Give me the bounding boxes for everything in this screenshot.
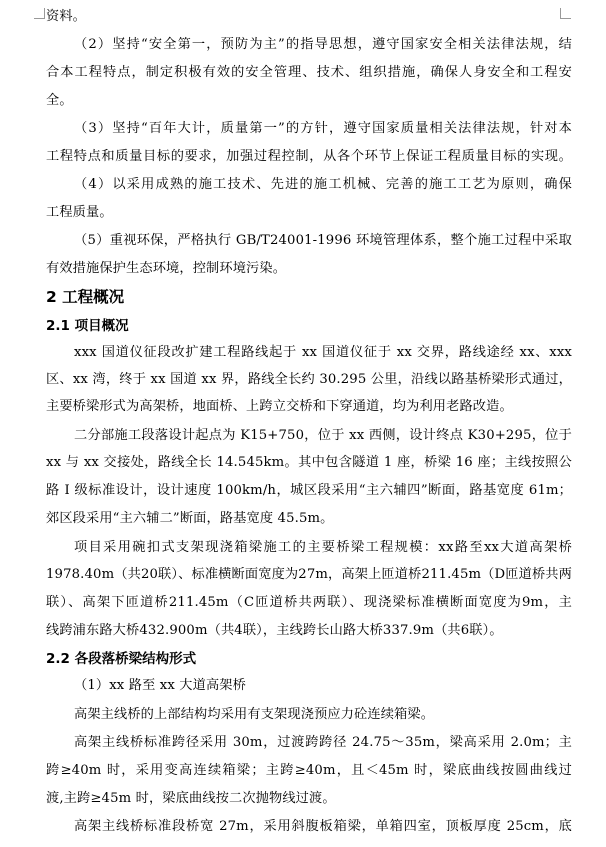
text-line: 1978.40m（共20联）、标准横断面宽度为27m，高架上匝道桥211.45m（D匝道桥共两 [46, 567, 572, 582]
text-line: 跨≥40m 时，采用变高连续箱梁；主跨≥40m，且＜45m 时，梁底曲线按圆曲线过 [46, 763, 572, 778]
text-line: （5）重视环保，严格执行 GB/T24001-1996 环境管理体系，整个施工过程中采取 [74, 233, 572, 248]
text-line: xxx 国道仪征段改扩建工程路线起于 xx 国道仪征于 xx 交界，路线途经 xx、xxx [74, 345, 572, 360]
text-line: 联）、高架下匝道桥211.45m（C匝道桥共两联）、现浇梁标准横断面宽度为9m，主 [46, 595, 572, 610]
text-line: xx 与 xx 交接处，路线全长 14.545km。其中包含隧道 1 座，桥梁 16 座；主线按照公 [46, 455, 572, 470]
text-line: （2）坚持“安全第一，预防为主”的指导思想，遵守国家安全相关法律法规，结 [74, 37, 572, 52]
text-line: 项目采用碗扣式支架现浇箱梁施工的主要桥梁工程规模：xx路至xx大道高架桥 [74, 540, 572, 555]
text-line: （3）坚持“百年大计，质量第一”的方针，遵守国家质量相关法律法规，针对本 [74, 121, 572, 136]
text-line: 二分部施工段落设计起点为 K15+750，位于 xx 西侧，设计终点 K30+295，位于 [74, 428, 572, 443]
text-line: 工程质量。 [46, 205, 113, 220]
text-line: （4）以采用成熟的施工技术、先进的施工机械、完善的施工工艺为原则，确保 [74, 177, 572, 192]
subsection-heading: 2.1 项目概况 [46, 318, 129, 334]
subsection-heading: 2.2 各段落桥梁结构形式 [46, 651, 197, 667]
text-line: 合本工程特点，制定积极有效的安全管理、技术、组织措施，确保人身安全和工程安 [46, 65, 572, 80]
text-line: 主要桥梁形式为高架桥，地面桥、上跨立交桥和下穿通道，均为利用老路改造。 [46, 399, 513, 414]
text-line: 高架主线桥标准段桥宽 27m，采用斜腹板箱梁，单箱四室，顶板厚度 25cm，底 [74, 819, 572, 834]
text-line: 有效措施保护生态环境，控制环境污染。 [46, 261, 287, 276]
text-line: 工程特点和质量目标的要求，加强过程控制，从各个环节上保证工程质量目标的实现。 [46, 149, 572, 164]
text-line: 全。 [46, 93, 73, 108]
text-line: 渡,主跨≥45m 时，梁底曲线按二次抛物线过渡。 [46, 791, 336, 806]
text-line: 高架主线桥的上部结构均采用有支架现浇预应力砼连续箱梁。 [74, 707, 435, 722]
text-line: 区、xx 湾，终于 xx 国道 xx 界，路线全长约 30.295 公里，沿线以路基桥梁形式通过， [46, 372, 572, 387]
text-line: 高架主线桥标准跨径采用 30m，过渡跨跨径 24.75～35m，梁高采用 2.0m；主 [74, 735, 572, 750]
section-heading: 2 工程概况 [46, 288, 125, 306]
text-line: 路 I 级标准设计，设计速度 100km/h，城区段采用“主六辅四”断面，路基宽度 61m； [46, 483, 572, 498]
margin-corner-mark [34, 8, 45, 19]
text-line: 资料。 [46, 9, 87, 24]
text-line: （1）xx 路至 xx 大道高架桥 [74, 678, 246, 693]
text-line: 郊区段采用“主六辅二”断面，路基宽度 45.5m。 [46, 511, 334, 526]
text-line: 线跨浦东路大桥432.900m（共4联），主线跨长山路大桥337.9m（共6联）。 [46, 623, 503, 638]
